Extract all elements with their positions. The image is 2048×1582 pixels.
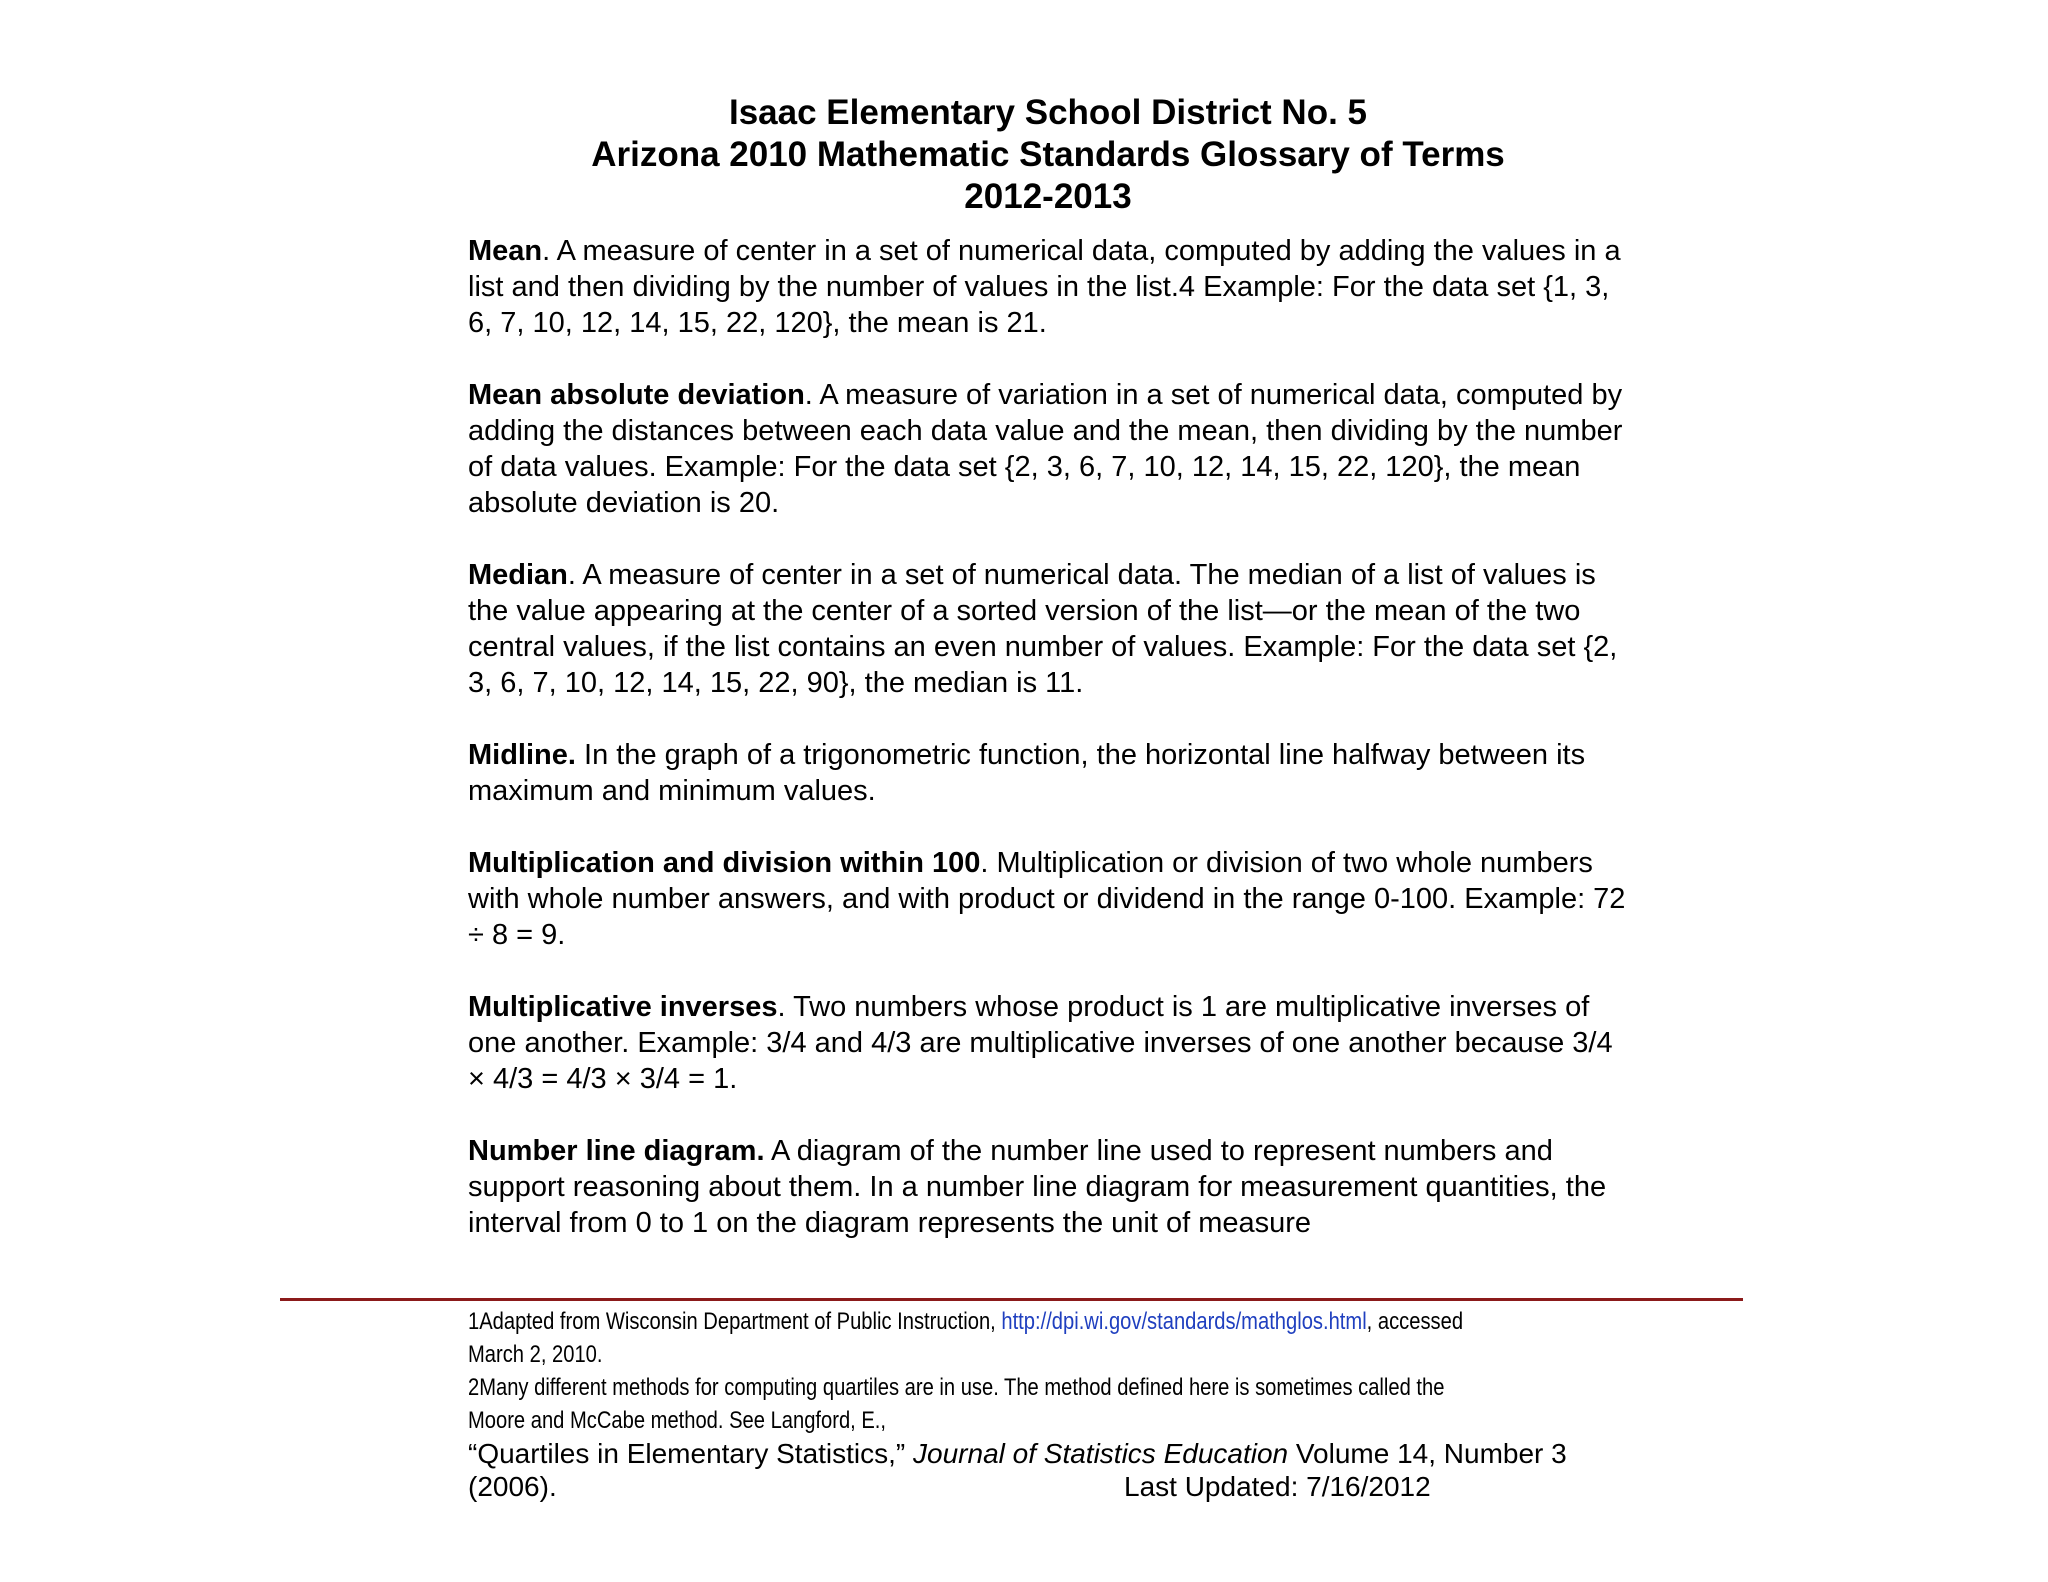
reference-volume: Volume 14, Number 3 — [1288, 1438, 1567, 1469]
footnote-1-line-2: March 2, 2010. — [468, 1341, 603, 1368]
reference-title: “Quartiles in Elementary Statistics,” — [468, 1438, 914, 1469]
entry-punct: . — [567, 559, 576, 591]
document-header — [468, 92, 1628, 218]
footnote-1-text-after: , accessed — [1366, 1308, 1464, 1335]
term-mean: Mean — [468, 235, 543, 267]
footnote-1-link[interactable]: http://dpi.wi.gov/standards/mathglos.html — [1001, 1308, 1367, 1335]
entry-punct: . — [777, 991, 786, 1023]
footnote-1-text: 1Adapted from Wisconsin Department of Public Instruction, — [468, 1308, 1002, 1335]
entry-punct: . — [980, 847, 989, 879]
entry-mean — [468, 233, 1628, 341]
definition-median: A measure of center in a set of numerical data. The median of a list of values is the value appearing at the center of a sorted version of the list—or the mean of the two central values, if the list contains an even number of values. Example: For the data set {2, 3, 6, 7, 10, 12, 14, 15, 22, 90}, the median is 11. — [468, 559, 1618, 699]
entry-multiplication-division-within-100 — [468, 845, 1628, 953]
glossary-entries — [468, 233, 1628, 1277]
term-number-line-diagram: Number line diagram. — [468, 1135, 765, 1167]
district-title: Isaac Elementary School District No. 5 — [728, 93, 1367, 132]
term-midline: Midline. — [468, 739, 576, 771]
footnote-1-line-1 — [468, 1305, 1644, 1338]
reference-journal: Journal of Statistics Education — [913, 1438, 1289, 1469]
definition-mean-absolute-deviation: A measure of variation in a set of numerical data, computed by adding the distances between each data value and the mean, then dividing by the number of data values. Example: For the data set {2, 3, 6, 7, 10, 12, 14, 15, 22, 120}, the mean absolute deviation is 20. — [468, 379, 1623, 519]
entry-median — [468, 557, 1628, 701]
school-year: 2012-2013 — [964, 177, 1132, 216]
footnote-2-line-1: 2Many different methods for computing quartiles are in use. The method defined here is sometimes called the — [468, 1374, 1445, 1401]
reference-year: (2006). — [468, 1471, 557, 1502]
definition-multiplication-division-within-100: Multiplication or division of two whole numbers with whole number answers, and with product or dividend in the range 0-100. Example: 72 ÷ 8 = 9. — [468, 847, 1626, 951]
entry-number-line-diagram — [468, 1133, 1628, 1241]
footnote-separator — [280, 1298, 1743, 1301]
reference-citation — [468, 1437, 1748, 1470]
glossary-title: Arizona 2010 Mathematic Standards Glossary of Terms — [591, 135, 1505, 174]
term-mean-absolute-deviation: Mean absolute deviation — [468, 379, 805, 411]
definition-mean: A measure of center in a set of numerical data, computed by adding the values in a list and then dividing by the number of values in the list.4 Example: For the data set {1, 3, 6, 7, 10, 12, 14, 15, 22, 120}, the mean is 21. — [468, 235, 1621, 339]
entry-punct: . — [542, 235, 551, 267]
entry-mean-absolute-deviation — [468, 377, 1628, 521]
entry-multiplicative-inverses — [468, 989, 1628, 1097]
definition-midline: In the graph of a trigonometric function, the horizontal line halfway between its maximum and minimum values. — [468, 739, 1586, 807]
footnotes — [468, 1305, 1748, 1503]
term-multiplicative-inverses: Multiplicative inverses — [468, 991, 778, 1023]
last-updated: Last Updated: 7/16/2012 — [1124, 1471, 1431, 1502]
footnote-2-line-2: Moore and McCabe method. See Langford, E., — [468, 1407, 887, 1434]
entry-midline — [468, 737, 1628, 809]
definition-multiplicative-inverses: Two numbers whose product is 1 are multiplicative inverses of one another. Example: 3/4 and 4/3 are multiplicative inverses of one another because 3/4 × 4/3 = 4/3 × 3/4 = 1. — [468, 991, 1613, 1095]
term-multiplication-division-within-100: Multiplication and division within 100 — [468, 847, 981, 879]
reference-year-row — [468, 1470, 1748, 1503]
term-median: Median — [468, 559, 568, 591]
entry-punct: . — [804, 379, 813, 411]
definition-number-line-diagram: A diagram of the number line used to represent numbers and support reasoning about them. In a number line diagram for measurement quantities, the interval from 0 to 1 on the diagram represents the unit of measure — [468, 1135, 1607, 1239]
